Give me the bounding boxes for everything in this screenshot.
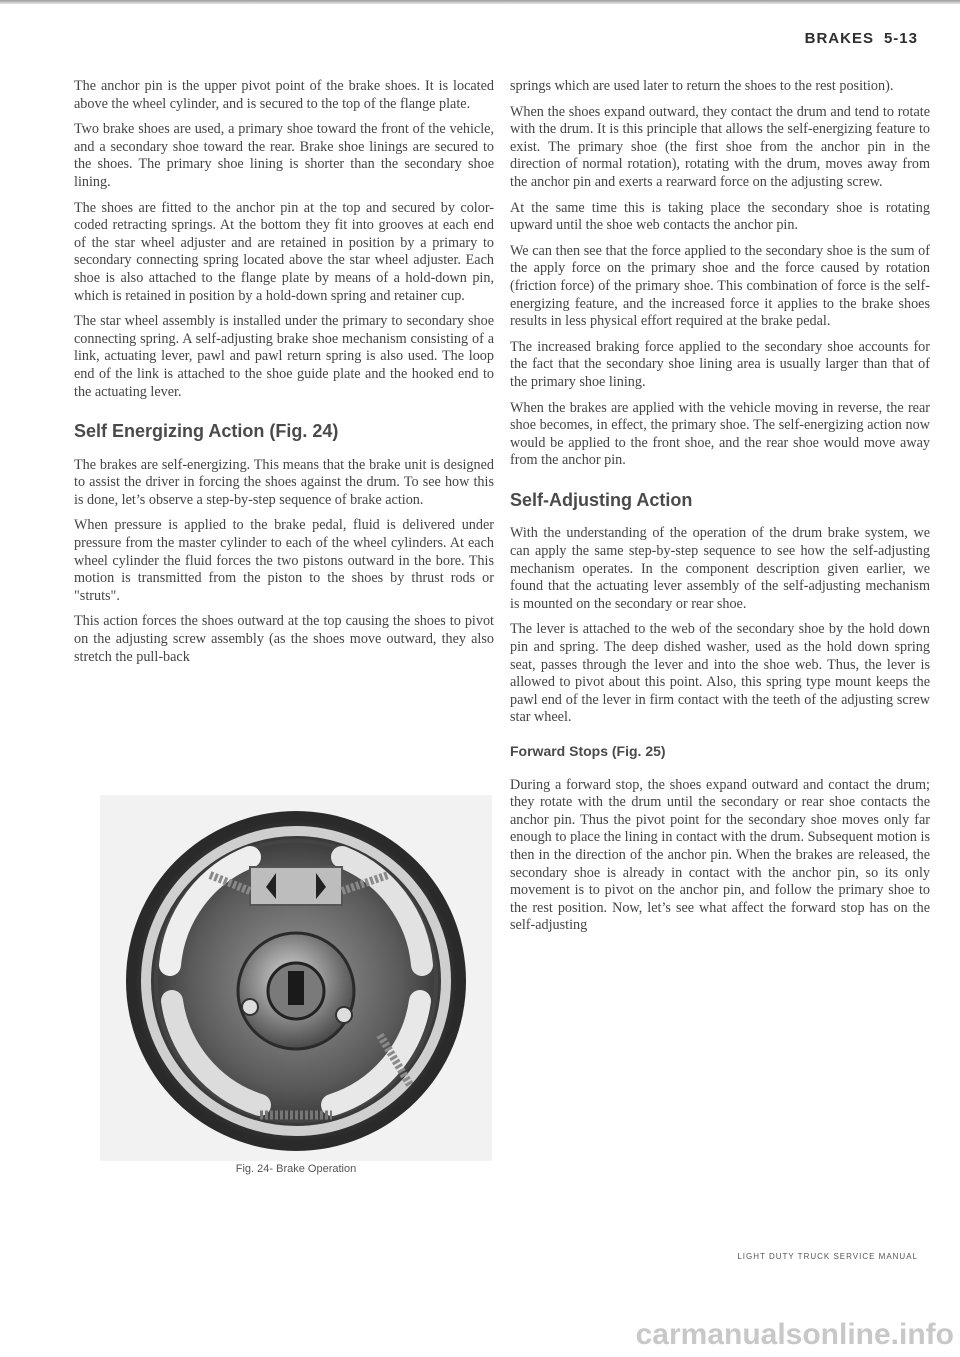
paragraph: When the brakes are applied with the vehicle moving in reverse, the rear shoe becomes, in effect, the primary shoe. The self-energizing action now would be applied to the front shoe, and the rear shoe would move away from the anchor pin. — [510, 399, 930, 469]
paragraph: The star wheel assembly is installed under the primary to secondary shoe connecting spring. A self-adjusting brake shoe mechanism consisting of a link, actuating lever, pawl and pawl return spring is also used. The loop end of the link is attached to the shoe guide plate and the hooked end to the actuating lever. — [74, 313, 494, 400]
page-header — [805, 30, 918, 47]
section-heading-self-energizing: Self Energizing Action (Fig. 24) — [74, 421, 339, 442]
paragraph: With the understanding of the operation of the drum brake system, we can apply the same step-by-step sequence to see how the self-adjusting mechanism operates. In the component description given earlier, we found that the actuating lever assembly of the self-adjusting mechanism is mounted on the secondary or rear shoe. — [510, 525, 930, 612]
paragraph: The increased braking force applied to the secondary shoe accounts for the fact that the secondary shoe lining area is usually larger than that of the primary shoe lining. — [510, 338, 930, 390]
site-watermark: carmanualsonline.info — [635, 1318, 954, 1351]
paragraph: When the shoes expand outward, they contact the drum and tend to rotate with the drum. It is this principle that allows the self-energizing feature to exist. The primary shoe (the first shoe from the anchor pin in the direction of normal rotation), rotating with the drum, moves away from the anchor pin and exerts a rearward force on the adjusting screw. — [510, 103, 930, 190]
paragraph: Two brake shoes are used, a primary shoe toward the front of the vehicle, and a secondary shoe toward the rear. Brake shoe linings are secured to the shoes. The primary shoe lining is shorter than the secondary shoe lining. — [74, 121, 494, 190]
page-top-edge — [0, 0, 960, 4]
paragraph: The brakes are self-energizing. This means that the brake unit is designed to assist the driver in forcing the shoes against the drum. To see how this is done, let’s observe a step-by-step sequence of brake action. — [74, 456, 494, 508]
paragraph: This action forces the shoes outward at the top causing the shoes to pivot on the adjusting screw assembly (as the shoes move outward, they also stretch the pull-back — [74, 613, 494, 665]
paragraph: During a forward stop, the shoes expand outward and contact the drum; they rotate with the drum until the secondary or rear shoe contacts the anchor pin. Thus the pivot point for the secondary shoe moves only far enough to place the lining in contact with the drum. Subsequent motion is then in the direction of the anchor pin. When the brakes are released, the secondary shoe is already in contact with the anchor pin, so its only movement is to pivot on the anchor pin, and follow the primary shoe to the rest position. Now, let’s see what affect the forward stop has on the self-adjusting — [510, 776, 930, 934]
section-title: BRAKES — [804, 30, 874, 47]
manual-footer: LIGHT DUTY TRUCK SERVICE MANUAL — [737, 1252, 918, 1261]
figure-caption: Fig. 24- Brake Operation — [235, 1163, 357, 1175]
subsection-heading-forward-stops: Forward Stops (Fig. 25) — [510, 743, 666, 759]
page-number: 5-13 — [883, 30, 918, 47]
left-column — [74, 78, 494, 674]
section-heading-self-adjusting: Self-Adjusting Action — [510, 489, 693, 510]
brake-operation-photo — [100, 795, 492, 1161]
paragraph: springs which are used later to return the shoes to the rest position). — [510, 78, 894, 94]
paragraph: The shoes are fitted to the anchor pin at the top and secured by color-coded retracting springs. At the bottom they fit into grooves at each end of the star wheel adjuster and are retained in position by a primary to secondary connecting spring located above the star wheel adjuster. Each shoe is also attached to the flange plate by means of a hold-down pin, which is retained in position by a hold-down spring and retainer cup. — [74, 199, 494, 304]
paragraph: We can then see that the force applied to the secondary shoe is the sum of the apply force on the primary shoe and the force caused by rotation (friction force) of the primary shoe. This combination of force is the self-energizing feature, and the increased force it applies to the brake shoes results in less physical effort required at the brake pedal. — [510, 242, 930, 330]
paragraph: The lever is attached to the web of the secondary shoe by the hold down pin and spring. The deep dished washer, used as the hold down spring seat, passes through the lever and into the shoe web. Thus, the lever is allowed to pivot about this point. Also, this spring type mount keeps the pawl end of the lever in firm contact with the teeth of the adjusting screw star wheel. — [510, 621, 930, 726]
paragraph: At the same time this is taking place the secondary shoe is rotating upward until the shoe web contacts the anchor pin. — [510, 199, 930, 234]
paragraph: The anchor pin is the upper pivot point of the brake shoes. It is located above the wheel cylinder, and is secured to the top of the flange plate. — [74, 78, 494, 112]
right-column — [510, 78, 930, 943]
paragraph: When pressure is applied to the brake pedal, fluid is delivered under pressure from the master cylinder to each of the wheel cylinders. At each wheel cylinder the fluid forces the two pistons outward in the bore. This motion is transmitted from the piston to the shoes by thrust rods or "struts". — [74, 517, 494, 604]
